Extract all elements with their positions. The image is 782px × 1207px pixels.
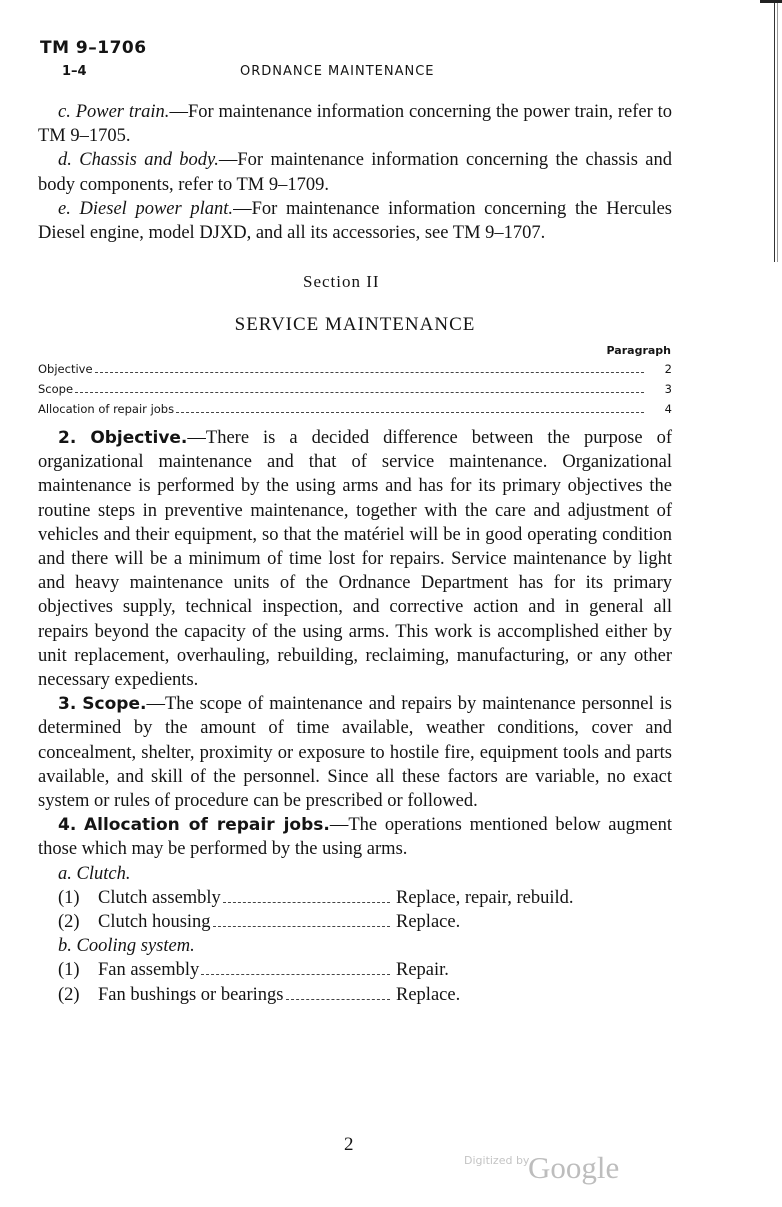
leader-dots (95, 372, 644, 373)
leader-dots (286, 999, 391, 1000)
toc-row: Scope 3 (38, 382, 672, 396)
google-logo-text: Google (528, 1150, 620, 1185)
digitized-by-label: Digitized by (464, 1154, 530, 1167)
page-edge-line (774, 0, 778, 262)
toc-row: Allocation of repair jobs 4 (38, 402, 672, 416)
intro-item-c: c. Power train.—For maintenance information concerning the power train, refer to TM 9–1705. (38, 102, 673, 147)
paragraph-range: 1–4 (62, 64, 87, 79)
scope-paragraph: 3. Scope.—The scope of maintenance and repairs by maintenance personnel is determined by the amount of time available, weather conditions, cover and concealment, shelter, proximity or exposure to hostile fire, equipment tools and parts available, and skill of the personnel. Since all these factors are variable, no exact system or rules of procedure can be prescribed or followed. (38, 694, 672, 812)
google-logo (528, 1148, 628, 1188)
section-title: SERVICE MAINTENANCE (234, 314, 476, 335)
leader-dots (213, 926, 390, 927)
allocation-paragraph: 4. Allocation of repair jobs.—The operations mentioned below augment those which may be performed by the using arms. (38, 815, 672, 860)
allocation-row: (2) Fan bushings or bearings Replace. (58, 984, 461, 1005)
leader-dots (75, 392, 644, 393)
section-label: Section II (303, 272, 380, 291)
toc-column-header: Paragraph (606, 344, 671, 357)
main-body (38, 426, 672, 1007)
intro-item-d: d. Chassis and body.—For maintenance information concerning the chassis and body components, refer to TM 9–1709. (38, 150, 672, 195)
group-heading-cooling: b. Cooling system. (58, 936, 195, 957)
allocation-row: (2) Clutch housing Replace. (58, 912, 461, 933)
toc-row: Objective 2 (38, 362, 672, 376)
page-number: 2 (344, 1134, 354, 1155)
group-heading-clutch: a. Clutch. (58, 863, 131, 884)
doc-id: TM 9–1706 (40, 38, 147, 58)
intro-item-e: e. Diesel power plant.—For maintenance information concerning the Hercules Diesel engine, model DJXD, and all its accessories, see TM 9–1707. (38, 198, 673, 244)
allocation-row: (1) Clutch assembly Replace, repair, rebuild. (58, 887, 574, 908)
leader-dots (201, 974, 390, 975)
allocation-row: (1) Fan assembly Repair. (58, 960, 449, 981)
page-edge-mark (760, 0, 782, 3)
running-title: ORDNANCE MAINTENANCE (240, 64, 435, 79)
leader-dots (176, 412, 644, 413)
leader-dots (223, 902, 390, 903)
intro-items (38, 100, 672, 245)
objective-paragraph: 2. Objective.—There is a decided difference between the purpose of organizational maintenance and that of service maintenance. Organizational maintenance is performed by the using arms and has for its primary objectives the routine steps in preventive maintenance, together with the care and adjustment of vehicles and their equipment, so that the matériel will be in good operating condition and there will be a minimum of time lost for repairs. Service maintenance by light and heavy maintenance units of the Ordnance Department has for its primary objectives supply, technical inspection, and corrective action and in general all repairs beyond the capacity of the using arms. This work is accomplished either by unit replacement, overhauling, rebuilding, reclaiming, manufacturing, or any other necessary expedients. (38, 428, 673, 691)
section-toc (38, 362, 672, 422)
